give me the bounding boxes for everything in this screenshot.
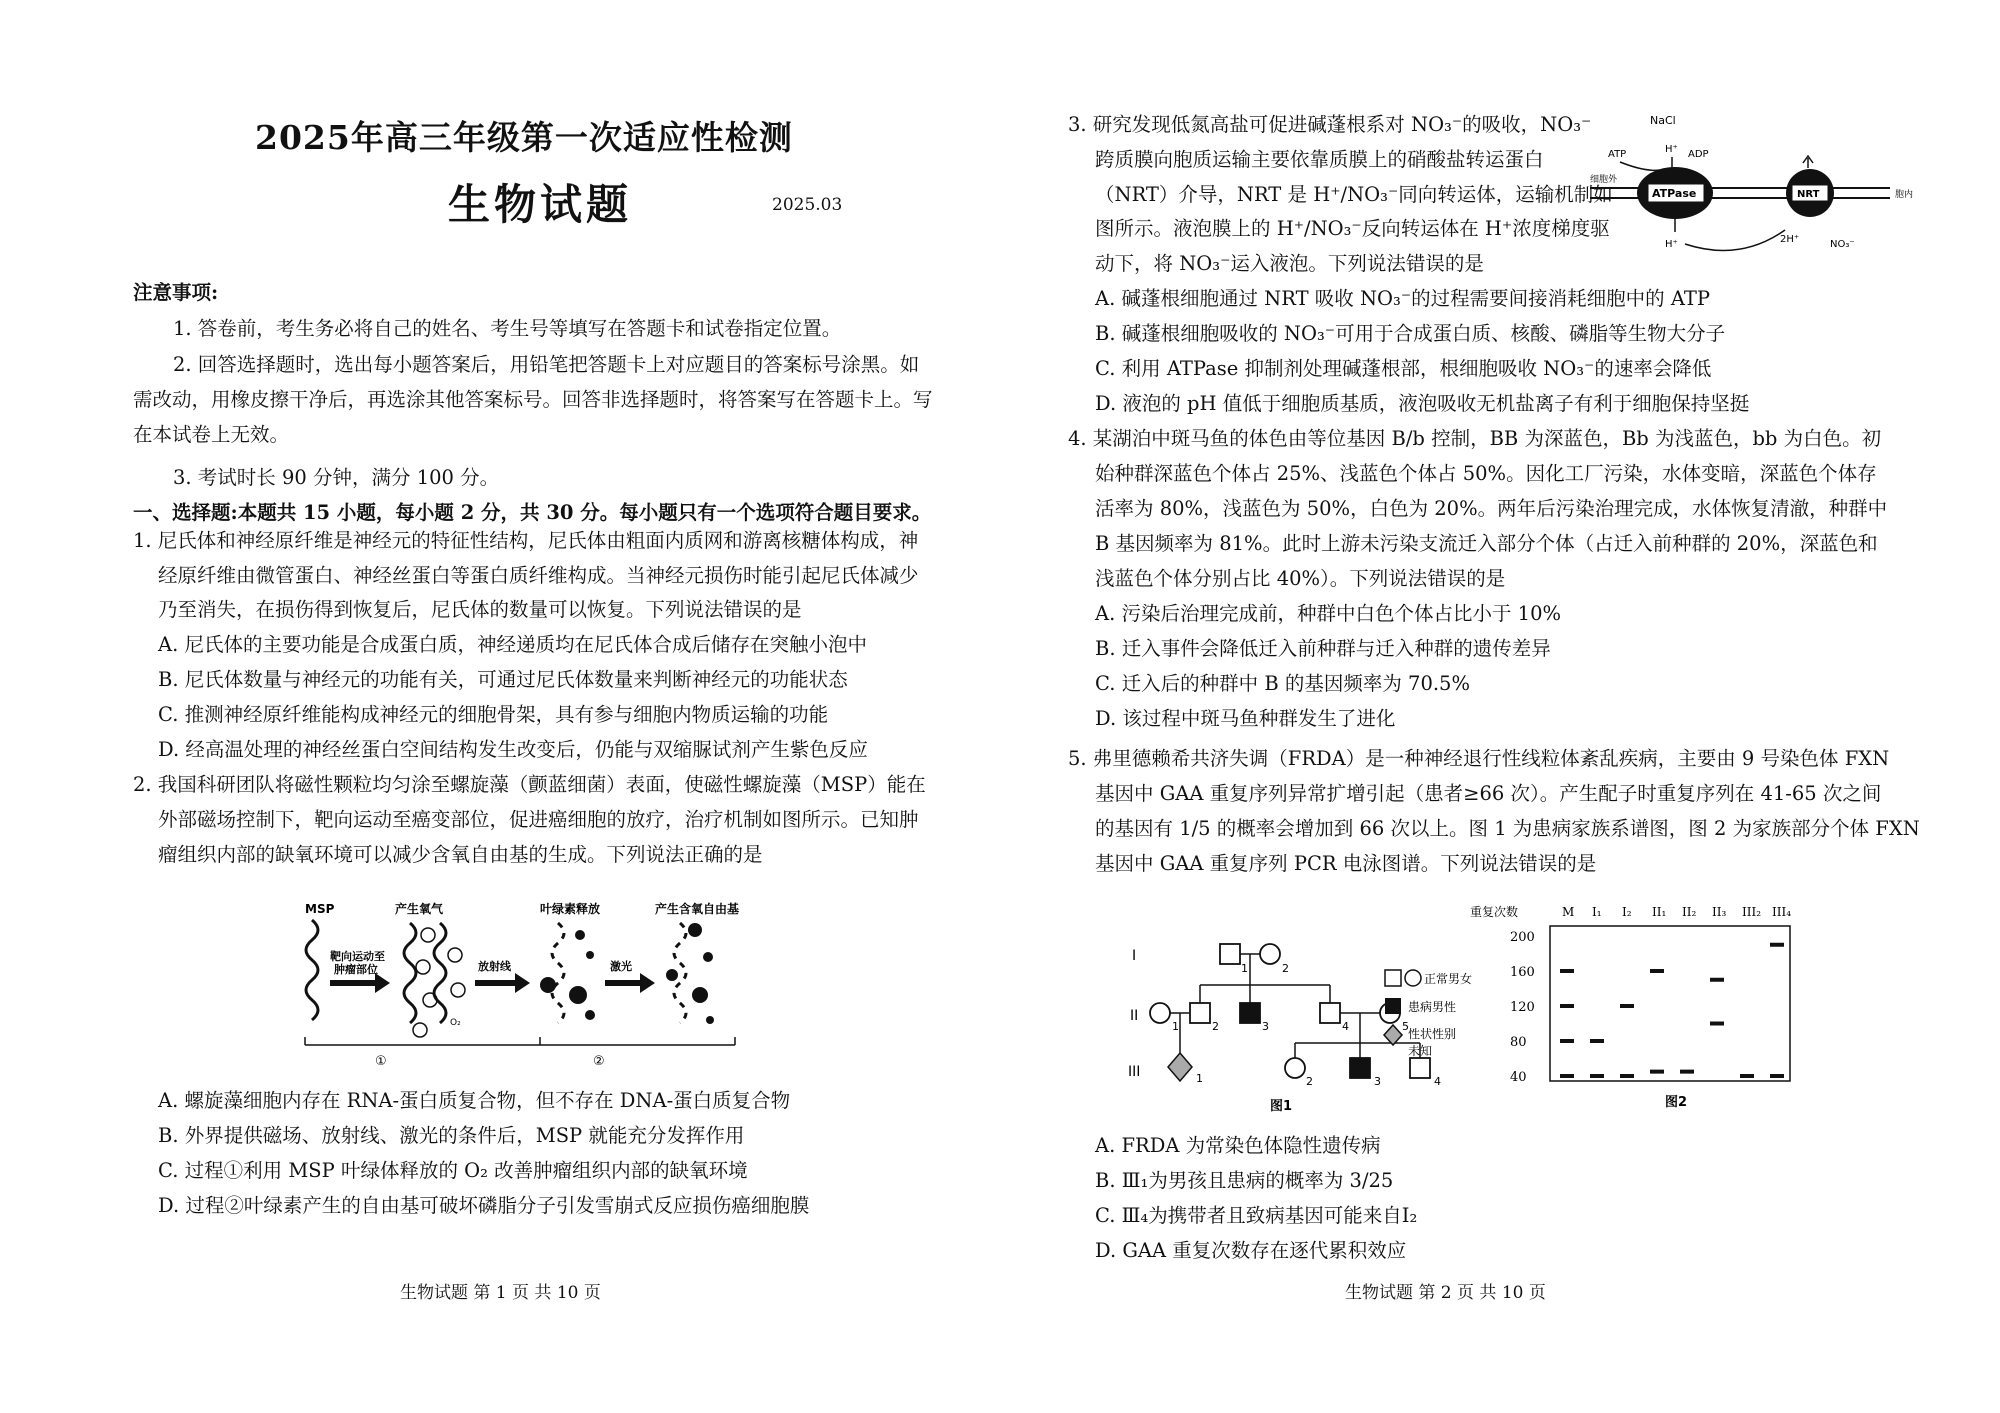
q3-stem: 跨质膜向胞质运输主要依靠质膜上的硝酸盐转运蛋白 xyxy=(1095,148,1544,171)
h-bottom-label: H⁺ xyxy=(1665,239,1678,250)
q2-stem: 外部磁场控制下，靶向运动至癌变部位，促进癌细胞的放疗，治疗机制如图所示。已知肿 xyxy=(158,808,919,831)
nacl-label: NaCl xyxy=(1650,114,1676,127)
pedigree-number: 2 xyxy=(1282,962,1289,975)
o2-bubble-icon xyxy=(416,960,430,974)
q4-option-b: B. 迁入事件会降低迁入前种群与迁入种群的遗传差异 xyxy=(1095,637,1551,660)
gel-lane-label: III₂ xyxy=(1742,905,1762,919)
atp-label: ATP xyxy=(1608,149,1627,160)
pedigree-male-affected xyxy=(1350,1058,1370,1078)
gel-lane-label: II₁ xyxy=(1652,905,1667,919)
outside-label: 细胞外 xyxy=(1590,175,1618,185)
notice-item: 1. 答卷前，考生务必将自己的姓名、考生号等填写在答题卡和试卷指定位置。 xyxy=(173,317,842,340)
o2-produced-label: 产生氧气 xyxy=(395,902,444,916)
o2-bubble-icon xyxy=(421,928,435,942)
legend-male-affected-icon xyxy=(1385,998,1401,1014)
page-2 xyxy=(1000,0,2000,1413)
q2-option-c: C. 过程①利用 MSP 叶绿体释放的 O₂ 改善肿瘤组织内部的缺氧环境 xyxy=(158,1159,748,1182)
q3-option-d: D. 液泡的 pH 值低于细胞质基质，液泡吸收无机盐离子有利于细胞保持坚挺 xyxy=(1095,392,1750,415)
chlorophyll-release-label: 叶绿素释放 xyxy=(540,902,601,916)
q2-option-d: D. 过程②叶绿素产生的自由基可破坏磷脂分子引发雪崩式反应损伤癌细胞膜 xyxy=(158,1194,810,1217)
gel-band xyxy=(1770,943,1784,947)
q5-stem: 的基因有 1/5 的概率会增加到 66 次以上。图 1 为患病家族系谱图，图 2 为家族部分个体 FXN xyxy=(1095,817,1920,840)
q3-stem: （NRT）介导，NRT 是 H⁺/NO₃⁻同向转运体，运输机制如 xyxy=(1095,183,1613,206)
radical-dot-icon xyxy=(666,969,678,981)
figure-caption: 图2 xyxy=(1665,1095,1688,1110)
generation-label: I xyxy=(1132,948,1137,964)
pedigree-female-normal xyxy=(1150,1003,1170,1023)
chlorophyll-dot-icon xyxy=(586,951,594,959)
no3-label: NO₃⁻ xyxy=(1830,239,1855,250)
gel-lane-label: III₄ xyxy=(1772,905,1792,919)
gel-band xyxy=(1650,1070,1664,1074)
pedigree-number: 1 xyxy=(1196,1072,1203,1085)
gel-tick-label: 200 xyxy=(1510,930,1535,945)
gel-band xyxy=(1560,1039,1574,1043)
q5-option-b: B. Ⅲ₁为男孩且患病的概率为 3/25 xyxy=(1095,1169,1394,1192)
pedigree-female-normal xyxy=(1285,1058,1305,1078)
o2-bubble-icon xyxy=(448,948,462,962)
arrow1-label: 肿瘤部位 xyxy=(334,963,378,976)
exam-date: 2025.03 xyxy=(772,195,843,215)
q3-option-c: C. 利用 ATPase 抑制剂处理碱蓬根部，根细胞吸收 NO₃⁻的速率会降低 xyxy=(1095,357,1712,380)
chlorophyll-dot-icon xyxy=(575,930,585,940)
q4-stem: 浅蓝色个体分别占比 40%）。下列说法错误的是 xyxy=(1095,567,1506,590)
q3-option-b: B. 碱蓬根细胞吸收的 NO₃⁻可用于合成蛋白质、核酸、磷脂等生物大分子 xyxy=(1095,322,1726,345)
gel-band xyxy=(1620,1004,1634,1008)
figure-caption: 图1 xyxy=(1270,1099,1293,1114)
legend-unknown-label: 未知 xyxy=(1408,1044,1433,1058)
q2-option-a: A. 螺旋藻细胞内存在 RNA-蛋白质复合物，但不存在 DNA-蛋白质复合物 xyxy=(158,1089,791,1112)
gel-frame xyxy=(1550,926,1790,1081)
q3-stem: 动下，将 NO₃⁻运入液泡。下列说法错误的是 xyxy=(1095,252,1484,275)
page-footer: 生物试题 第 2 页 共 10 页 xyxy=(1345,1283,1546,1303)
chlorophyll-dot-icon xyxy=(540,977,556,993)
q4-stem: 活率为 80%，浅蓝色为 50%，白色为 20%。两年后污染治理完成，水体恢复清澈，种群中 xyxy=(1095,497,1888,520)
pedigree-unknown-sex xyxy=(1168,1053,1192,1081)
gel-band xyxy=(1770,1074,1784,1078)
broken-spirulina-icon xyxy=(552,923,564,1023)
radical-dot-icon xyxy=(692,987,708,1003)
spirulina-icon xyxy=(404,923,416,1023)
pedigree-number: 3 xyxy=(1262,1020,1269,1033)
gel-y-title: 重复次数 xyxy=(1470,905,1519,919)
arrow-icon xyxy=(1803,156,1813,168)
gel-tick-label: 160 xyxy=(1510,965,1535,980)
pedigree-male-normal xyxy=(1190,1003,1210,1023)
page-footer: 生物试题 第 1 页 共 10 页 xyxy=(400,1283,601,1303)
q1-stem: 经原纤维由微管蛋白、神经丝蛋白等蛋白质纤维构成。当神经元损伤时能引起尼氏体减少 xyxy=(158,564,919,587)
q5-stem: 基因中 GAA 重复序列异常扩增引起（患者≥66 次）。产生配子时重复序列在 41-65 次之间 xyxy=(1095,782,1882,805)
q4-option-a: A. 污染后治理完成前，种群中白色个体占比小于 10% xyxy=(1095,602,1562,625)
q4-stem: B 基因频率为 81%。此时上游未污染支流迁入部分个体（占迁入前种群的 20%，深蓝色和 xyxy=(1095,532,1878,555)
gel-band xyxy=(1620,1074,1634,1078)
electrophoresis-figure xyxy=(1470,898,1800,1118)
generation-label: III xyxy=(1128,1064,1141,1080)
h-top-label: H⁺ xyxy=(1665,144,1678,155)
gel-band xyxy=(1650,969,1664,973)
q5-option-d: D. GAA 重复次数存在逐代累积效应 xyxy=(1095,1239,1407,1262)
q4-option-d: D. 该过程中斑马鱼种群发生了进化 xyxy=(1095,707,1396,730)
radical-produced-label: 产生含氧自由基 xyxy=(655,902,740,916)
q4-stem: 4. 某湖泊中斑马鱼的体色由等位基因 B/b 控制，BB 为深蓝色，Bb 为浅蓝色，bb 为白色。初 xyxy=(1068,427,1882,450)
q2-mechanism-figure xyxy=(290,895,750,1070)
msp-label: MSP xyxy=(305,902,335,916)
gel-tick-label: 80 xyxy=(1510,1035,1527,1050)
proton-return-arrow-icon xyxy=(1685,230,1785,250)
exam-title: 2025年高三年级第一次适应性检测 xyxy=(255,118,793,157)
q2-stem: 2. 我国科研团队将磁性颗粒均匀涂至螺旋藻（颤蓝细菌）表面，使磁性螺旋藻（MSP）能在 xyxy=(133,773,926,796)
q3-transport-figure xyxy=(1590,112,1940,262)
pedigree-male-affected xyxy=(1240,1003,1260,1023)
q1-option-b: B. 尼氏体数量与神经元的功能有关，可通过尼氏体数量来判断神经元的功能状态 xyxy=(158,668,848,691)
step-1-label: ① xyxy=(375,1054,387,1069)
chlorophyll-dot-icon xyxy=(569,986,587,1004)
nrt-label: NRT xyxy=(1797,189,1820,200)
arrow-icon xyxy=(330,973,390,993)
notice-heading: 注意事项: xyxy=(133,281,219,304)
q1-option-d: D. 经高温处理的神经丝蛋白空间结构发生改变后，仍能与双缩脲试剂产生紫色反应 xyxy=(158,738,868,761)
legend-male-normal-icon xyxy=(1385,970,1401,986)
arrow-icon xyxy=(1620,162,1660,170)
legend-affected-label: 患病男性 xyxy=(1408,1000,1457,1014)
adp-label: ADP xyxy=(1688,149,1709,160)
gel-tick-label: 120 xyxy=(1510,1000,1535,1015)
q1-stem: 乃至消失，在损伤得到恢复后，尼氏体的数量可以恢复。下列说法错误的是 xyxy=(158,598,802,621)
o2-bubble-icon xyxy=(451,983,465,997)
q5-option-a: A. FRDA 为常染色体隐性遗传病 xyxy=(1095,1134,1381,1157)
radical-dot-icon xyxy=(688,923,702,937)
legend-normal-label: 正常男女 xyxy=(1424,972,1473,986)
pedigree-male-normal xyxy=(1220,944,1240,964)
gel-lane-label: II₂ xyxy=(1682,905,1697,919)
generation-label: II xyxy=(1130,1008,1139,1024)
q1-stem: 1. 尼氏体和神经原纤维是神经元的特征性结构，尼氏体由粗面内质网和游离核糖体构成，神 xyxy=(133,529,919,552)
pedigree-number: 3 xyxy=(1374,1075,1381,1088)
notice-item: 需改动，用橡皮擦干净后，再选涂其他答案标号。回答非选择题时，将答案写在答题卡上。写 xyxy=(133,388,933,411)
spirulina-icon xyxy=(306,920,318,1020)
q4-option-c: C. 迁入后的种群中 B 的基因频率为 70.5% xyxy=(1095,672,1470,695)
gel-lane-label: M xyxy=(1562,905,1575,919)
gel-band xyxy=(1710,1022,1724,1026)
legend-female-normal-icon xyxy=(1405,970,1421,986)
pedigree-number: 2 xyxy=(1306,1075,1313,1088)
two-h-label: 2H⁺ xyxy=(1780,234,1800,245)
gel-lane-label: I₁ xyxy=(1592,905,1602,919)
q5-stem: 5. 弗里德赖希共济失调（FRDA）是一种神经退行性线粒体紊乱疾病，主要由 9 号染色体 FXN xyxy=(1068,747,1890,770)
pedigree-number: 1 xyxy=(1172,1020,1179,1033)
notice-item: 2. 回答选择题时，选出每小题答案后，用铅笔把答题卡上对应题目的答案标号涂黑。如 xyxy=(173,353,920,376)
radical-dot-icon xyxy=(703,952,713,962)
spirulina-icon xyxy=(434,923,446,1023)
pedigree-number: 4 xyxy=(1342,1020,1349,1033)
arrow2-label: 放射线 xyxy=(478,960,511,973)
notice-item: 3. 考试时长 90 分钟，满分 100 分。 xyxy=(173,466,500,489)
gel-band xyxy=(1590,1039,1604,1043)
section-heading: 一、选择题:本题共 15 小题，每小题 2 分，共 30 分。每小题只有一个选项符合题目要求。 xyxy=(133,501,932,524)
gel-band xyxy=(1740,1074,1754,1078)
subject-title: 生物试题 xyxy=(448,180,633,229)
notice-item: 在本试卷上无效。 xyxy=(133,423,290,446)
gel-band xyxy=(1560,1004,1574,1008)
arrow3-label: 激光 xyxy=(610,960,632,973)
gel-tick-label: 40 xyxy=(1510,1070,1527,1085)
q5-option-c: C. Ⅲ₄为携带者且致病基因可能来自I₂ xyxy=(1095,1204,1418,1227)
chlorophyll-dot-icon xyxy=(585,1010,595,1020)
gel-band xyxy=(1560,1074,1574,1078)
gel-band xyxy=(1590,1074,1604,1078)
arrow1-label: 靶向运动至 xyxy=(330,950,385,963)
arrow-icon xyxy=(475,973,530,993)
pedigree-female-normal xyxy=(1260,944,1280,964)
inside-label: 胞内 xyxy=(1895,190,1914,200)
q3-stem: 图所示。液泡膜上的 H⁺/NO₃⁻反向转运体在 H⁺浓度梯度驱 xyxy=(1095,217,1610,240)
q5-stem: 基因中 GAA 重复序列 PCR 电泳图谱。下列说法错误的是 xyxy=(1095,852,1597,875)
pedigree-number: 1 xyxy=(1241,962,1248,975)
pedigree-number: 4 xyxy=(1434,1075,1441,1088)
pedigree-number: 5 xyxy=(1402,1020,1409,1033)
q1-option-a: A. 尼氏体的主要功能是合成蛋白质，神经递质均在尼氏体合成后储存在突触小泡中 xyxy=(158,633,867,656)
q2-option-b: B. 外界提供磁场、放射线、激光的条件后，MSP 就能充分发挥作用 xyxy=(158,1124,745,1147)
gel-band xyxy=(1710,978,1724,982)
q3-stem: 3. 研究发现低氮高盐可促进碱蓬根系对 NO₃⁻的吸收，NO₃⁻ xyxy=(1068,113,1592,136)
q1-option-c: C. 推测神经原纤维能构成神经元的细胞骨架，具有参与细胞内物质运输的功能 xyxy=(158,703,829,726)
o2-symbol: O₂ xyxy=(450,1018,461,1028)
radical-dot-icon xyxy=(706,1016,714,1024)
step-2-label: ② xyxy=(593,1054,605,1069)
q4-stem: 始种群深蓝色个体占 25%、浅蓝色个体占 50%。因化工厂污染，水体变暗，深蓝色个体存 xyxy=(1095,462,1877,485)
q2-stem: 瘤组织内部的缺氧环境可以减少含氧自由基的生成。下列说法正确的是 xyxy=(158,843,763,866)
gel-lane-label: II₃ xyxy=(1712,905,1727,919)
gel-band xyxy=(1560,969,1574,973)
pedigree-number: 2 xyxy=(1212,1020,1219,1033)
arrow-icon xyxy=(605,973,655,993)
gel-lane-label: I₂ xyxy=(1622,905,1632,919)
pedigree-male-normal xyxy=(1320,1003,1340,1023)
atpase-label: ATPase xyxy=(1652,187,1697,200)
legend-unknown-icon xyxy=(1384,1025,1402,1045)
o2-bubble-icon xyxy=(413,1023,427,1037)
o2-bubble-icon xyxy=(423,993,437,1007)
gel-band xyxy=(1680,1070,1694,1074)
q3-option-a: A. 碱蓬根细胞通过 NRT 吸收 NO₃⁻的过程需要间接消耗细胞中的 ATP xyxy=(1095,287,1710,310)
legend-unknown-label: 性状性别 xyxy=(1408,1027,1457,1041)
